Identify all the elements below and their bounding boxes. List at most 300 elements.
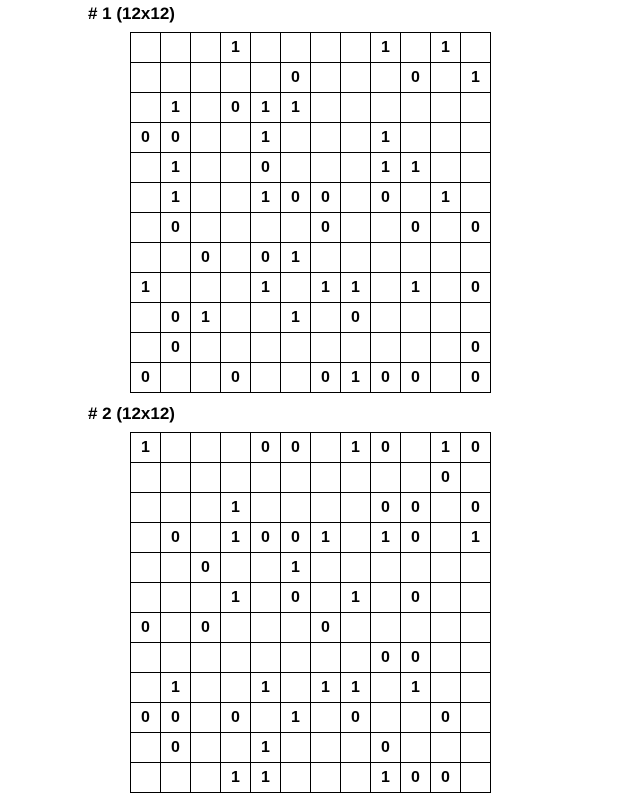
grid-cell[interactable]: 1 — [281, 703, 311, 733]
grid-cell[interactable] — [131, 643, 161, 673]
grid-cell[interactable] — [281, 33, 311, 63]
grid-cell[interactable]: 1 — [221, 583, 251, 613]
grid-cell[interactable]: 1 — [251, 673, 281, 703]
grid-cell[interactable]: 0 — [401, 643, 431, 673]
grid-cell[interactable]: 1 — [371, 123, 401, 153]
grid-cell[interactable] — [191, 733, 221, 763]
grid-cell[interactable] — [191, 493, 221, 523]
grid-row — [131, 33, 491, 63]
grid-cell[interactable]: 0 — [461, 433, 491, 463]
grid-cell[interactable] — [161, 613, 191, 643]
grid-cell[interactable] — [251, 703, 281, 733]
grid-cell[interactable] — [311, 243, 341, 273]
grid-cell[interactable]: 1 — [371, 763, 401, 793]
grid-cell[interactable]: 0 — [161, 523, 191, 553]
grid-cell[interactable] — [311, 463, 341, 493]
grid-cell[interactable] — [401, 303, 431, 333]
grid-cell[interactable]: 0 — [371, 363, 401, 393]
grid-cell[interactable] — [371, 613, 401, 643]
grid-row — [131, 463, 491, 493]
grid-cell[interactable] — [371, 673, 401, 703]
grid-cell[interactable] — [221, 643, 251, 673]
grid-cell[interactable] — [431, 333, 461, 363]
grid-cell[interactable]: 0 — [281, 523, 311, 553]
grid-row — [131, 243, 491, 273]
grid-cell[interactable] — [341, 213, 371, 243]
grid-cell[interactable]: 1 — [461, 63, 491, 93]
grid-cell[interactable] — [251, 613, 281, 643]
grid-cell[interactable] — [191, 703, 221, 733]
grid-cell[interactable] — [371, 553, 401, 583]
grid-cell[interactable] — [161, 763, 191, 793]
grid-cell[interactable] — [191, 673, 221, 703]
grid-cell[interactable]: 0 — [131, 123, 161, 153]
grid-cell[interactable]: 0 — [251, 243, 281, 273]
grid-cell[interactable] — [431, 303, 461, 333]
grid-cell[interactable]: 0 — [161, 303, 191, 333]
grid-cell[interactable] — [131, 553, 161, 583]
grid-cell[interactable]: 1 — [341, 273, 371, 303]
grid-cell[interactable] — [161, 493, 191, 523]
grid-row — [131, 363, 491, 393]
grid-cell[interactable] — [161, 583, 191, 613]
grid-cell[interactable]: 0 — [131, 703, 161, 733]
grid-cell[interactable] — [221, 63, 251, 93]
grid-cell[interactable] — [341, 93, 371, 123]
grid-cell[interactable] — [161, 433, 191, 463]
grid-cell[interactable] — [341, 493, 371, 523]
grid-cell[interactable] — [401, 93, 431, 123]
grid-cell[interactable] — [401, 333, 431, 363]
grid-cell[interactable] — [221, 333, 251, 363]
grid-cell[interactable]: 0 — [371, 433, 401, 463]
grid-cell[interactable] — [221, 123, 251, 153]
grid-cell[interactable] — [311, 333, 341, 363]
grid-cell[interactable] — [191, 583, 221, 613]
grid-cell[interactable]: 1 — [311, 673, 341, 703]
grid-cell[interactable]: 1 — [221, 523, 251, 553]
grid-cell[interactable] — [431, 583, 461, 613]
grid-cell[interactable] — [311, 63, 341, 93]
grid-cell[interactable]: 1 — [401, 673, 431, 703]
grid-cell[interactable] — [431, 363, 461, 393]
grid-cell[interactable] — [311, 643, 341, 673]
grid-cell[interactable]: 1 — [251, 93, 281, 123]
grid-cell[interactable]: 0 — [401, 63, 431, 93]
grid-cell[interactable] — [401, 703, 431, 733]
grid-cell[interactable] — [131, 153, 161, 183]
grid-cell[interactable]: 0 — [161, 213, 191, 243]
grid-cell[interactable]: 0 — [371, 493, 401, 523]
grid-cell[interactable] — [251, 463, 281, 493]
grid-cell[interactable] — [461, 703, 491, 733]
grid-cell[interactable]: 1 — [341, 433, 371, 463]
grid-cell[interactable] — [191, 643, 221, 673]
grid-cell[interactable] — [371, 213, 401, 243]
grid-cell[interactable] — [191, 433, 221, 463]
grid-cell[interactable] — [431, 613, 461, 643]
grid-cell[interactable] — [161, 363, 191, 393]
grid-cell[interactable]: 0 — [401, 763, 431, 793]
grid-cell[interactable] — [191, 763, 221, 793]
grid-cell[interactable] — [191, 273, 221, 303]
grid-cell[interactable] — [131, 463, 161, 493]
grid-cell[interactable]: 0 — [281, 183, 311, 213]
grid-cell[interactable] — [221, 213, 251, 243]
grid-cell[interactable] — [371, 273, 401, 303]
grid-cell[interactable]: 0 — [251, 433, 281, 463]
grid-cell[interactable] — [281, 463, 311, 493]
grid-cell[interactable]: 0 — [161, 123, 191, 153]
grid-cell[interactable] — [191, 463, 221, 493]
grid-cell[interactable]: 0 — [221, 93, 251, 123]
grid-cell[interactable] — [191, 153, 221, 183]
grid-cell[interactable]: 0 — [191, 613, 221, 643]
grid-cell[interactable] — [221, 733, 251, 763]
grid-cell[interactable]: 1 — [461, 523, 491, 553]
grid-cell[interactable]: 1 — [341, 363, 371, 393]
grid-cell[interactable]: 0 — [161, 703, 191, 733]
grid-cell[interactable] — [341, 463, 371, 493]
grid-cell[interactable] — [461, 33, 491, 63]
grid-cell[interactable] — [461, 303, 491, 333]
grid-cell[interactable]: 0 — [161, 333, 191, 363]
grid-cell[interactable]: 0 — [461, 273, 491, 303]
grid-cell[interactable]: 1 — [341, 583, 371, 613]
grid-cell[interactable] — [131, 523, 161, 553]
grid-cell[interactable] — [401, 463, 431, 493]
grid-cell[interactable]: 0 — [131, 363, 161, 393]
grid-cell[interactable] — [161, 243, 191, 273]
grid-cell[interactable] — [131, 583, 161, 613]
grid-cell[interactable] — [401, 613, 431, 643]
grid-cell[interactable]: 0 — [431, 763, 461, 793]
grid-cell[interactable] — [251, 363, 281, 393]
grid-cell[interactable] — [281, 613, 311, 643]
grid-cell[interactable]: 0 — [311, 213, 341, 243]
grid-cell[interactable]: 1 — [221, 493, 251, 523]
grid-cell[interactable] — [161, 463, 191, 493]
grid-cell[interactable] — [431, 123, 461, 153]
grid-cell[interactable] — [341, 643, 371, 673]
grid-cell[interactable] — [431, 93, 461, 123]
grid-row — [131, 733, 491, 763]
grid-cell[interactable] — [221, 553, 251, 583]
grid-cell[interactable] — [221, 673, 251, 703]
grid-cell[interactable]: 0 — [401, 213, 431, 243]
grid-cell[interactable] — [311, 93, 341, 123]
grid-cell[interactable]: 1 — [431, 183, 461, 213]
grid-cell[interactable] — [311, 303, 341, 333]
grid-cell[interactable] — [341, 63, 371, 93]
grid-cell[interactable] — [191, 93, 221, 123]
grid-cell[interactable] — [431, 643, 461, 673]
grid-row — [131, 703, 491, 733]
grid-cell[interactable] — [341, 33, 371, 63]
grid-cell[interactable] — [311, 763, 341, 793]
grid-cell[interactable] — [191, 363, 221, 393]
grid-cell[interactable] — [281, 333, 311, 363]
grid-cell[interactable]: 0 — [251, 153, 281, 183]
grid-cell[interactable] — [341, 243, 371, 273]
grid-cell[interactable]: 1 — [221, 763, 251, 793]
grid-cell[interactable] — [431, 523, 461, 553]
grid-cell[interactable] — [131, 243, 161, 273]
grid-cell[interactable]: 1 — [431, 33, 461, 63]
grid-cell[interactable] — [431, 63, 461, 93]
grid-cell[interactable] — [281, 273, 311, 303]
grid-cell[interactable]: 0 — [461, 363, 491, 393]
grid-cell[interactable] — [431, 243, 461, 273]
grid-cell[interactable]: 1 — [161, 673, 191, 703]
grid-cell[interactable]: 0 — [371, 183, 401, 213]
grid-cell[interactable] — [341, 613, 371, 643]
grid-cell[interactable] — [461, 613, 491, 643]
grid-cell[interactable]: 0 — [161, 733, 191, 763]
grid-cell[interactable] — [431, 493, 461, 523]
grid-cell[interactable] — [221, 273, 251, 303]
grid-cell[interactable] — [221, 613, 251, 643]
grid-cell[interactable] — [161, 553, 191, 583]
grid-cell[interactable] — [431, 673, 461, 703]
grid-cell[interactable] — [281, 673, 311, 703]
grid-cell[interactable] — [191, 333, 221, 363]
grid-cell[interactable] — [371, 303, 401, 333]
grid-cell[interactable] — [461, 763, 491, 793]
grid-cell[interactable]: 0 — [461, 333, 491, 363]
grid-cell[interactable] — [131, 213, 161, 243]
grid-cell[interactable]: 1 — [131, 273, 161, 303]
grid-cell[interactable] — [341, 523, 371, 553]
grid-cell[interactable]: 1 — [311, 273, 341, 303]
grid-cell[interactable] — [251, 643, 281, 673]
grid-cell[interactable] — [341, 763, 371, 793]
grid-row — [131, 213, 491, 243]
grid-cell[interactable]: 1 — [251, 123, 281, 153]
grid-cell[interactable]: 1 — [251, 733, 281, 763]
grid-cell[interactable]: 1 — [401, 153, 431, 183]
grid-cell[interactable] — [251, 213, 281, 243]
grid-cell[interactable]: 1 — [371, 153, 401, 183]
grid-cell[interactable] — [191, 523, 221, 553]
grid-cell[interactable] — [281, 493, 311, 523]
grid-cell[interactable] — [431, 553, 461, 583]
grid-cell[interactable]: 1 — [251, 763, 281, 793]
grid-cell[interactable] — [221, 183, 251, 213]
grid-cell[interactable]: 1 — [161, 153, 191, 183]
grid-cell[interactable] — [161, 33, 191, 63]
grid-cell[interactable]: 1 — [281, 303, 311, 333]
grid-cell[interactable]: 0 — [191, 243, 221, 273]
grid-cell[interactable] — [461, 183, 491, 213]
grid-cell[interactable]: 0 — [431, 463, 461, 493]
grid-cell[interactable]: 0 — [191, 553, 221, 583]
grid-cell[interactable] — [251, 63, 281, 93]
grid-cell[interactable]: 1 — [221, 33, 251, 63]
grid-cell[interactable] — [431, 733, 461, 763]
grid-cell[interactable]: 1 — [371, 523, 401, 553]
grid-row — [131, 493, 491, 523]
grid-cell[interactable] — [131, 303, 161, 333]
grid-cell[interactable] — [341, 333, 371, 363]
grid-cell[interactable] — [401, 33, 431, 63]
grid-cell[interactable] — [131, 763, 161, 793]
grid-cell[interactable]: 0 — [131, 613, 161, 643]
grid-cell[interactable] — [371, 333, 401, 363]
puzzle-title: # 2 (12x12) — [88, 404, 175, 423]
grid-cell[interactable] — [221, 463, 251, 493]
grid-row — [131, 553, 491, 583]
grid-cell[interactable] — [431, 213, 461, 243]
grid-cell[interactable] — [431, 153, 461, 183]
grid-cell[interactable] — [221, 153, 251, 183]
grid-cell[interactable] — [461, 463, 491, 493]
grid-cell[interactable] — [281, 763, 311, 793]
grid-cell[interactable] — [311, 123, 341, 153]
grid-cell[interactable] — [461, 643, 491, 673]
grid-cell[interactable]: 0 — [311, 183, 341, 213]
grid-cell[interactable] — [131, 333, 161, 363]
grid-cell[interactable] — [371, 583, 401, 613]
grid-cell[interactable]: 1 — [281, 243, 311, 273]
grid-cell[interactable] — [371, 463, 401, 493]
grid-cell[interactable] — [281, 643, 311, 673]
grid-cell[interactable] — [341, 733, 371, 763]
grid-cell[interactable] — [401, 553, 431, 583]
grid-cell[interactable] — [371, 703, 401, 733]
grid-cell[interactable]: 0 — [221, 363, 251, 393]
grid-cell[interactable] — [251, 333, 281, 363]
grid-cell[interactable]: 1 — [281, 93, 311, 123]
grid-cell[interactable]: 0 — [371, 733, 401, 763]
grid-cell[interactable] — [221, 243, 251, 273]
grid-cell[interactable] — [191, 123, 221, 153]
grid-cell[interactable] — [401, 183, 431, 213]
grid-cell[interactable] — [131, 733, 161, 763]
grid-cell[interactable] — [341, 183, 371, 213]
grid-cell[interactable] — [251, 303, 281, 333]
grid-cell[interactable] — [311, 733, 341, 763]
grid-cell[interactable]: 0 — [431, 703, 461, 733]
grid-cell[interactable] — [461, 243, 491, 273]
grid-cell[interactable] — [281, 363, 311, 393]
grid-cell[interactable]: 0 — [461, 493, 491, 523]
grid-cell[interactable] — [461, 123, 491, 153]
grid-row — [131, 763, 491, 793]
grid-cell[interactable] — [191, 33, 221, 63]
grid-cell[interactable] — [461, 553, 491, 583]
grid-cell[interactable] — [401, 243, 431, 273]
grid-cell[interactable] — [221, 303, 251, 333]
grid-cell[interactable] — [401, 433, 431, 463]
grid-cell[interactable] — [281, 123, 311, 153]
grid-cell[interactable] — [341, 123, 371, 153]
grid-cell[interactable]: 0 — [401, 493, 431, 523]
grid-cell[interactable] — [341, 153, 371, 183]
grid-cell[interactable] — [221, 433, 251, 463]
grid-cell[interactable]: 0 — [311, 363, 341, 393]
grid-cell[interactable]: 0 — [401, 583, 431, 613]
grid-cell[interactable]: 1 — [311, 523, 341, 553]
grid-cell[interactable] — [461, 583, 491, 613]
grid-cell[interactable] — [131, 33, 161, 63]
grid-cell[interactable]: 0 — [401, 523, 431, 553]
grid-cell[interactable] — [251, 33, 281, 63]
grid-cell[interactable]: 1 — [161, 93, 191, 123]
grid-cell[interactable]: 0 — [281, 433, 311, 463]
grid-cell[interactable] — [311, 493, 341, 523]
grid-cell[interactable]: 0 — [221, 703, 251, 733]
grid-cell[interactable] — [131, 493, 161, 523]
grid-cell[interactable]: 1 — [431, 433, 461, 463]
grid-cell[interactable]: 0 — [281, 583, 311, 613]
grid-cell[interactable]: 0 — [371, 643, 401, 673]
grid-cell[interactable] — [401, 733, 431, 763]
grid-cell[interactable]: 1 — [251, 273, 281, 303]
grid-cell[interactable] — [251, 493, 281, 523]
grid-cell[interactable] — [281, 213, 311, 243]
grid-cell[interactable]: 1 — [341, 673, 371, 703]
grid-cell[interactable] — [311, 583, 341, 613]
grid-cell[interactable] — [161, 273, 191, 303]
grid-cell[interactable] — [251, 553, 281, 583]
grid-cell[interactable]: 1 — [401, 273, 431, 303]
grid-cell[interactable] — [431, 273, 461, 303]
grid-cell[interactable]: 1 — [251, 183, 281, 213]
grid-cell[interactable]: 1 — [191, 303, 221, 333]
grid-cell[interactable]: 1 — [371, 33, 401, 63]
grid-cell[interactable]: 0 — [311, 613, 341, 643]
grid-cell[interactable]: 0 — [461, 213, 491, 243]
grid-cell[interactable]: 0 — [281, 63, 311, 93]
grid-cell[interactable] — [281, 153, 311, 183]
grid-cell[interactable] — [461, 733, 491, 763]
grid-cell[interactable]: 0 — [401, 363, 431, 393]
grid-cell[interactable] — [191, 213, 221, 243]
grid-cell[interactable] — [461, 93, 491, 123]
grid-cell[interactable] — [281, 733, 311, 763]
grid-cell[interactable]: 1 — [281, 553, 311, 583]
grid-cell[interactable]: 1 — [131, 433, 161, 463]
grid-cell[interactable] — [371, 243, 401, 273]
grid-cell[interactable] — [401, 123, 431, 153]
grid-cell[interactable] — [191, 183, 221, 213]
grid-cell[interactable]: 0 — [341, 703, 371, 733]
grid-cell[interactable]: 0 — [341, 303, 371, 333]
grid-cell[interactable] — [311, 433, 341, 463]
grid-cell[interactable] — [131, 673, 161, 703]
grid-cell[interactable] — [161, 63, 191, 93]
grid-cell[interactable] — [131, 63, 161, 93]
grid-cell[interactable] — [371, 93, 401, 123]
grid-cell[interactable] — [371, 63, 401, 93]
grid-cell[interactable] — [311, 553, 341, 583]
grid-cell[interactable] — [191, 63, 221, 93]
grid-cell[interactable] — [341, 553, 371, 583]
grid-cell[interactable] — [131, 93, 161, 123]
grid-cell[interactable] — [461, 153, 491, 183]
grid-cell[interactable] — [461, 673, 491, 703]
grid-row — [131, 93, 491, 123]
grid-cell[interactable]: 1 — [161, 183, 191, 213]
grid-cell[interactable] — [161, 643, 191, 673]
grid-cell[interactable] — [251, 583, 281, 613]
grid-cell[interactable] — [311, 703, 341, 733]
grid-cell[interactable] — [131, 183, 161, 213]
grid-cell[interactable] — [311, 153, 341, 183]
grid-cell[interactable]: 0 — [251, 523, 281, 553]
grid-cell[interactable] — [311, 33, 341, 63]
